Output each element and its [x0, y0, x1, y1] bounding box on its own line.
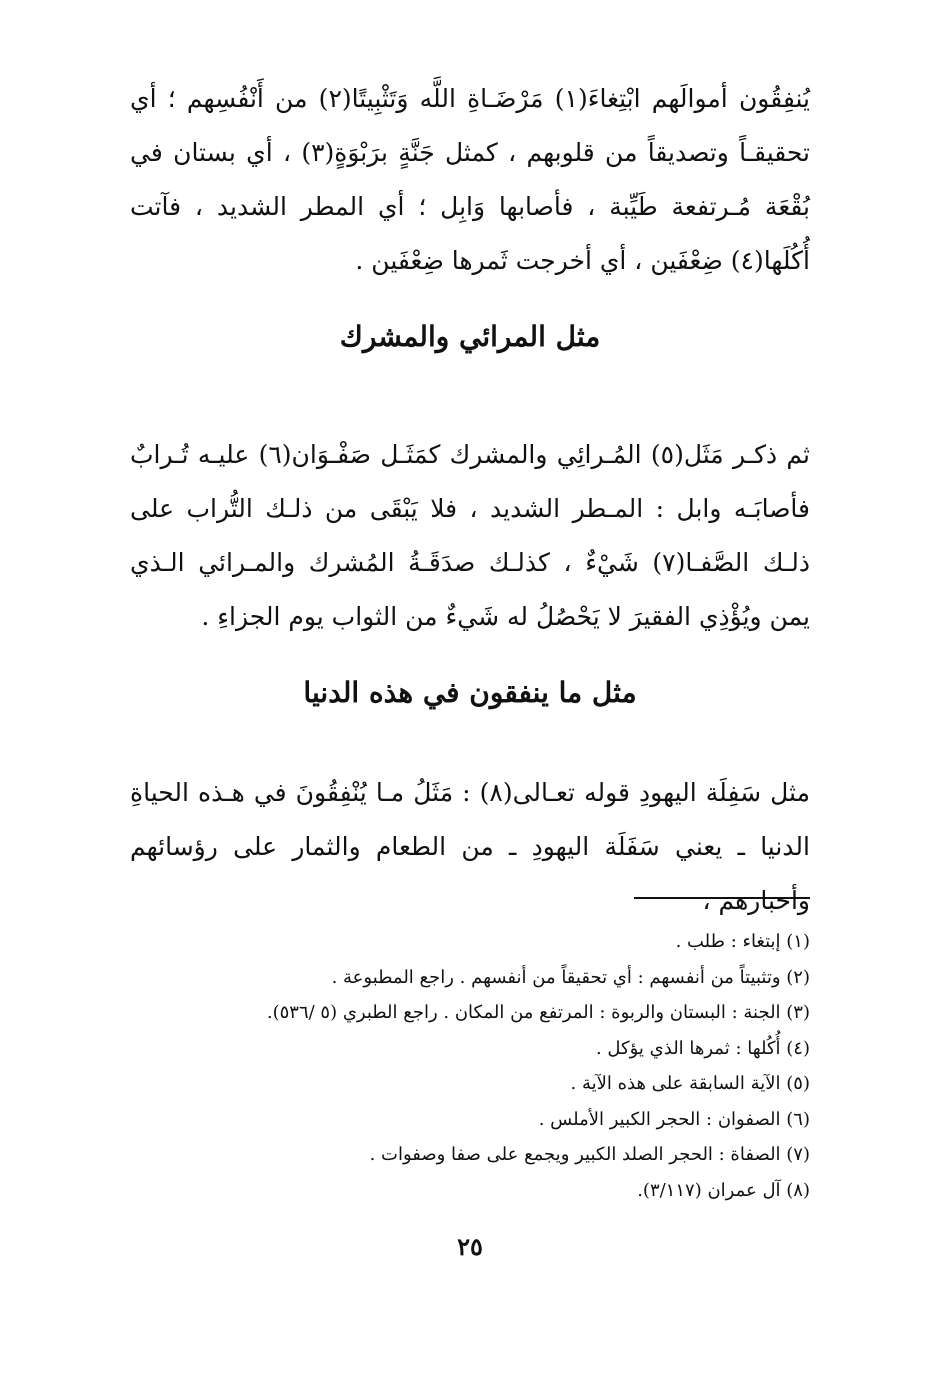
footnote-6: (٦) الصفوان : الحجر الكبير الأملس .: [538, 1108, 810, 1130]
body-paragraph-2: ثم ذكـر مَثَل(٥) المُـرائِي والمشرك كمَثَـل صَفْـوَان(٦) عليـه تُـرابٌ فأصابَـه وابل : المـطر الشديد ، فلا يَبْقَى من ذلـك التُّراب على ذلـك الصَّفـا(٧) شَيْءٌ ، كذلـك صدَقَـةُ المُشرك والمـرائي الـذي يمن ويُؤْذِي الفقيرَ لا يَحْصُلُ له شَيءٌ من الثواب يوم الجزاءِ .: [130, 440, 811, 631]
section-heading-1: مثل المرائي والمشرك: [339, 320, 601, 353]
body-paragraph-3: مثل سَفِلَة اليهودِ قوله تعـالى(٨) : مَثَلُ مـا يُنْفِقُونَ في هـذه الحياةِ الدنيا ـ يعني سَفَلَة اليهودِ ـ من الطعام والثمار على رؤسائهم وأحبارهم ،: [130, 778, 810, 915]
page-number: ٢٥: [457, 1232, 483, 1261]
section-heading-2: مثل ما ينفقون في هذه الدنيا: [303, 676, 637, 709]
body-paragraph-1: يُنفِقُون أموالَهم ابْتِغاءَ(١) مَرْضَـاةِ اللَّه وَتَثْبِيتًا(٢) من أَنْفُسِهم ؛ أي تحقيقـاً وتصديقاً من قلوبهم ، كمثل جَنَّةٍ برَبْوَةٍ(٣) ، أي بستان في بُقْعَة مُـرتفعة طَيِّبة ، فأصابها وَابِل ؛ أي المطر الشديد ، فآتت أُكُلَها(٤) ضِعْفَين ، أي أخرجت ثَمرها ضِعْفَين .: [130, 84, 811, 275]
footnotes-list: [130, 924, 810, 1208]
footnote-8: (٨) آل عمران (٣/١١٧).: [637, 1179, 810, 1201]
footnote-3: (٣) الجنة : البستان والربوة : المرتفع من المكان . راجع الطبري (٥ /٥٣٦).: [266, 1002, 810, 1023]
footnote-1: (١) إبتغاء : طلب .: [675, 931, 810, 952]
footnote-separator: [634, 897, 810, 899]
footnote-2: (٢) وتثبيتاً من أنفسهم : أي تحقيقاً من أنفسهم . راجع المطبوعة .: [331, 966, 810, 988]
footnote-7: (٧) الصفاة : الحجر الصلد الكبير ويجمع على صفا وصفوات .: [369, 1144, 810, 1165]
footnote-5: (٥) الآية السابقة على هذه الآية .: [570, 1073, 810, 1094]
footnote-4: (٤) أُكُلها : ثمرها الذي يؤكل .: [595, 1037, 810, 1059]
